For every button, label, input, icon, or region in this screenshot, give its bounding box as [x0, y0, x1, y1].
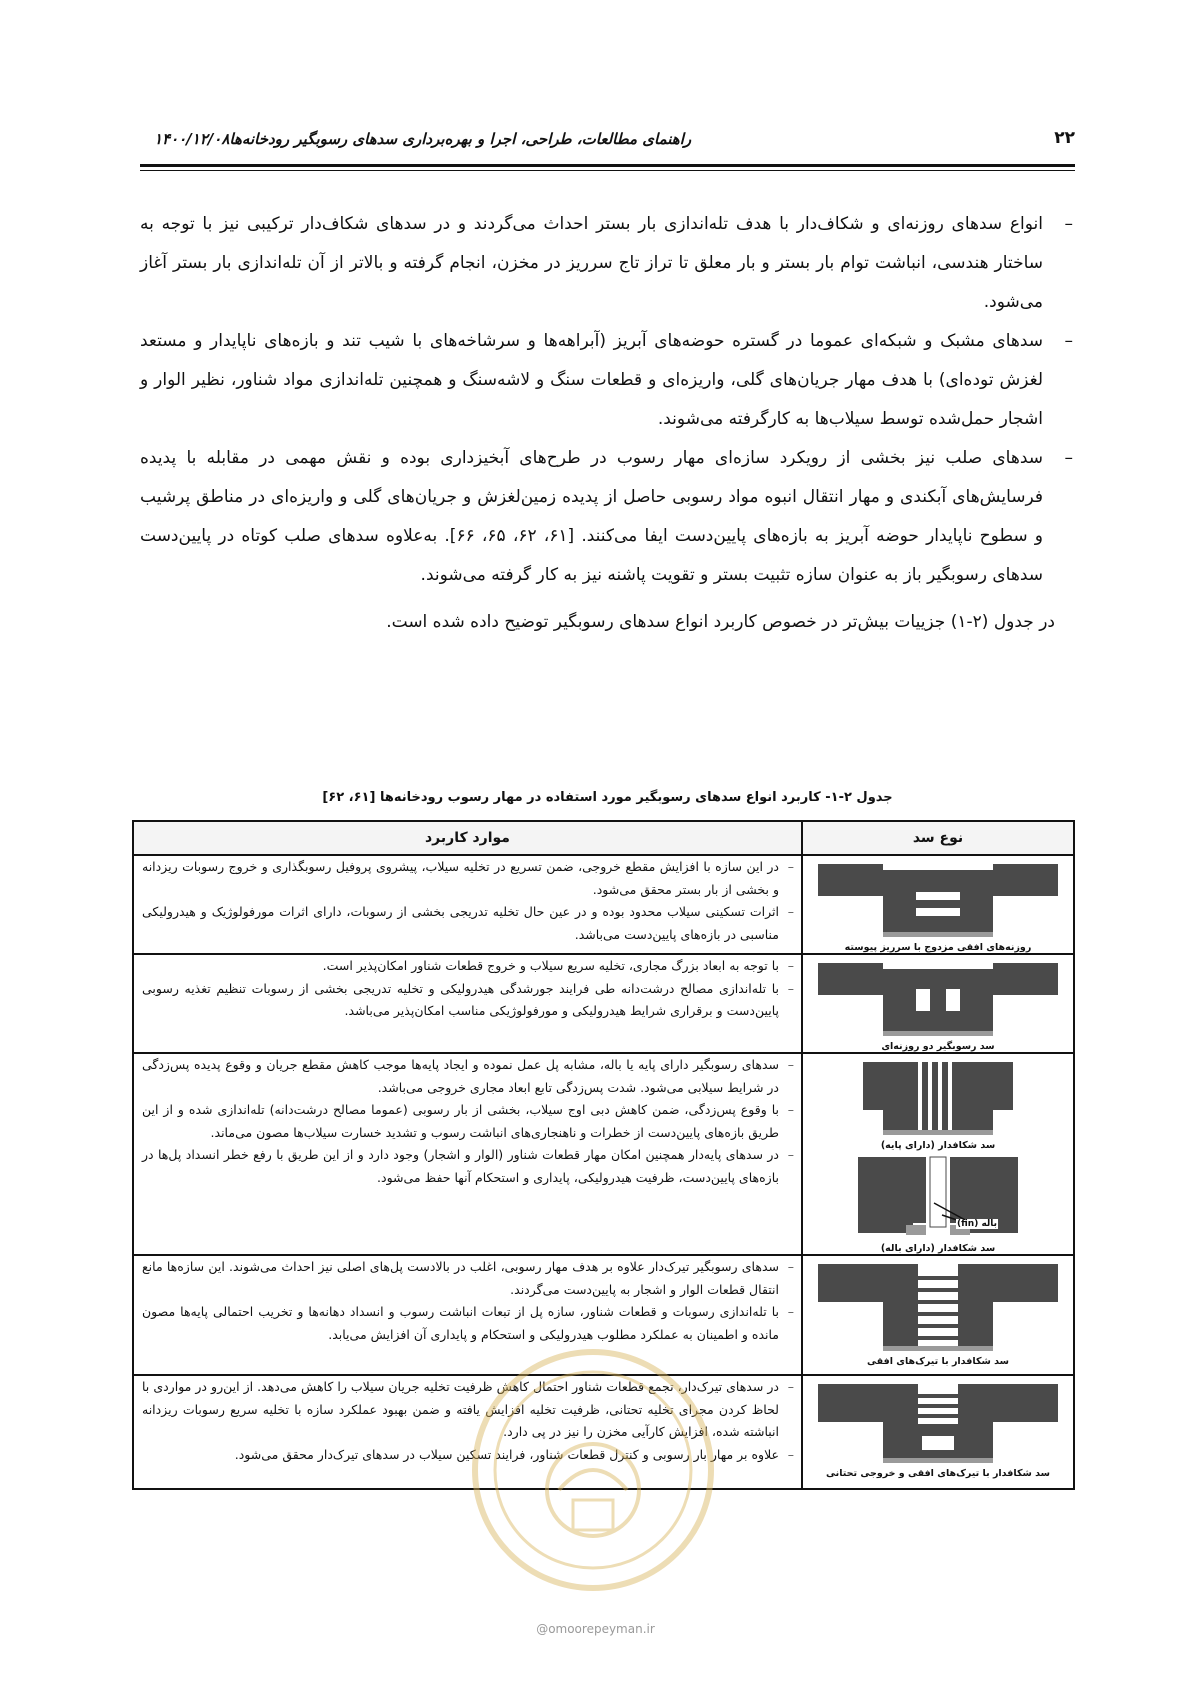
use-item: – در سدهای تیرک‌دار، تجمع قطعات شناور احتمال کاهش ظرفیت تخلیه جریان سیلاب را کاهش می‌دهد. از این‌رو در مواردی با لحاظ کردن مجرای تخلیه تحتانی، ظرفیت تخلیه افزایش یافته و ضمن بهبود عملکرد سازه با تخلیه سریع رسوبات ریزدانه انباشته شده، افزایش کارآیی مخزن را نیز در پی دارد.	[142, 1379, 794, 1439]
slit-dam-beams-bottom-outlet-icon	[818, 1382, 1058, 1466]
use-text: با توجه به ابعاد بزرگ مجاری، تخلیه سریع سیلاب و خروج قطعات شناور امکان‌پذیر است.	[322, 958, 779, 973]
image-caption: سد شکافدار (دارای باله)	[880, 1243, 996, 1254]
bullet-item	[140, 322, 1075, 439]
page-number: ۲۲	[1054, 128, 1075, 148]
use-text: با تله‌اندازی مصالح درشت‌دانه طی فرایند جورشدگی هیدرولیکی و تخلیه تدریجی بخشی از رسوبات تنظیم تغذیه رسوبی پایین‌دست و برقراری شرایط هیدرولیکی و مورفولوژیکی مناسب امکان‌پذیر می‌باشد.	[142, 980, 779, 1018]
use-item: – علاوه بر مهار بار رسوبی و کنترل قطعات شناور، فرایند تسکین سیلاب در سدهای تیرک‌دار محقق می‌شود.	[234, 1446, 794, 1462]
uses-cell	[133, 1053, 802, 1255]
bullet-text: سدهای مشبک و شبکه‌ای عموما در گستره حوضه‌های آبریز (آبراهه‌ها و سرشاخه‌های با شیب تند و بازه‌های ناپایدار و مستعد لغزش توده‌ای) با هدف مهار جریان‌های گلی، واریزه‌ای و قطعات سنگ و لاشه‌سنگ و همچنین تله‌اندازی مواد شناور، نظیر الوار و اشجار حمل‌شده توسط سیلاب‌ها به کارگرفته می‌شوند.	[140, 331, 1043, 429]
use-text: با تله‌اندازی رسوبات و قطعات شناور، سازه پل از تبعات انباشت رسوب و انسداد دهانه‌ها و تخریب احتمالی پایه‌ها مصون مانده و اطمینان به عملکرد مطلوب هیدرولیکی و استحکام و پایداری آن افزایش می‌یابد.	[142, 1304, 779, 1342]
image-caption: سد شکافدار (دارای پایه)	[880, 1140, 996, 1151]
use-item: – با وقوع پس‌زدگی، ضمن کاهش دبی اوج سیلاب، بخشی از بار رسوبی (عموما مصالح درشت‌دانه) تله‌اندازی شده و از این طریق بازه‌های پایین‌دست از خطرات و ناهنجاری‌های انباشت رسوب و تشدید خسارت سیلاب‌ها مصون می‌ماند.	[142, 1102, 794, 1140]
header-rule-thin	[140, 170, 1075, 171]
twin-orifice-dam-icon	[818, 862, 1058, 940]
dam-image-cell	[802, 1255, 1074, 1375]
dam-illustration	[818, 1382, 1058, 1479]
image-caption: سد شکافدار با تیرک‌های افقی و خروجی تحتانی	[826, 1468, 1050, 1479]
page-header	[140, 128, 1075, 158]
header-uses: موارد کاربرد	[133, 821, 802, 855]
bullet-item	[140, 439, 1075, 595]
header-rule-thick	[140, 164, 1075, 167]
use-item: – با تله‌اندازی مصالح درشت‌دانه طی فرایند جورشدگی هیدرولیکی و تخلیه تدریجی بخشی از رسوبات تنظیم تغذیه رسوبی پایین‌دست و برقراری شرایط هیدرولیکی و مورفولوژیکی مناسب امکان‌پذیر می‌باشد.	[142, 980, 794, 1018]
dam-image-cell	[802, 855, 1074, 954]
header-date: ۱۴۰۰/۱۲/۰۸	[154, 130, 230, 148]
use-item: – با توجه به ابعاد بزرگ مجاری، تخلیه سریع سیلاب و خروج قطعات شناور امکان‌پذیر است.	[322, 958, 794, 973]
use-text: سدهای رسوبگیر دارای پایه یا باله، مشابه پل عمل نموده و ایجاد پایه‌ها موجب کاهش مقطع جریان و وقوع پدیده پس‌زدگی در شرایط سیلابی می‌شود. شدت پس‌زدگی تابع ابعاد مجاری خروجی می‌باشد.	[142, 1057, 779, 1095]
use-item: – در سدهای پایه‌دار همچنین امکان مهار قطعات شناور (الوار و اشجار) وجود دارد و از این طریق با رفع خطر انسداد پل‌ها در بازه‌های پایین‌دست، ظرفیت هیدرولیکی، پایداری و استحکام آنها حفظ می‌شود.	[142, 1147, 794, 1185]
use-text: در سدهای تیرک‌دار، تجمع قطعات شناور احتمال کاهش ظرفیت تخلیه جریان سیلاب را کاهش می‌دهد. از این‌رو در مواردی با لحاظ کردن مجرای تخلیه تحتانی، ظرفیت تخلیه افزایش یافته و ضمن بهبود عملکرد سازه با تخلیه سریع رسوبات ریزدانه انباشته شده، افزایش کارآیی مخزن را نیز در پی دارد.	[142, 1379, 779, 1439]
dam-illustration	[818, 1262, 1058, 1367]
footer-watermark-text: @omoorepeyman.ir	[536, 1622, 655, 1636]
dam-illustration	[818, 862, 1058, 953]
dam-image-cell	[802, 954, 1074, 1053]
use-text: اثرات تسکینی سیلاب محدود بوده و در عین حال تخلیه تدریجی بخشی از رسوبات، دارای اثرات مورفولوژیک و هیدرولیکی مناسبی در بازه‌های پایین‌دست می‌باشد.	[142, 904, 779, 942]
dash-icon: –	[1064, 214, 1073, 234]
table-row	[133, 954, 1074, 1053]
slit-dam-fins-icon	[818, 1155, 1058, 1241]
body-text	[140, 205, 1075, 642]
dam-illustration	[818, 1155, 1058, 1254]
use-item: – با تله‌اندازی رسوبات و قطعات شناور، سازه پل از تبعات انباشت رسوب و انسداد دهانه‌ها و تخریب احتمالی پایه‌ها مصون مانده و اطمینان به عملکرد مطلوب هیدرولیکی و استحکام و پایداری آن افزایش می‌یابد.	[142, 1304, 794, 1342]
uses-cell	[133, 954, 802, 1053]
table-row	[133, 855, 1074, 954]
header-title: راهنمای مطالعات، طراحی، اجرا و بهره‌برداری سدهای رسوبگیر رودخانه‌ها	[229, 130, 692, 148]
use-item: – سدهای رسوبگیر تیرک‌دار علاوه بر هدف مهار رسوبی، اغلب در بالادست پل‌های اصلی نیز احداث می‌شوند. این سازه‌ها مانع انتقال قطعات الوار و اشجار به پایین‌دست می‌گردند.	[142, 1259, 794, 1297]
table-caption: جدول ۲-۱- کاربرد انواع سدهای رسوبگیر مورد استفاده در مهار رسوب رودخانه‌ها [۶۱، ۶۲]	[322, 790, 893, 805]
use-item: – سدهای رسوبگیر دارای پایه یا باله، مشابه پل عمل نموده و ایجاد پایه‌ها موجب کاهش مقطع جریان و وقوع پدیده پس‌زدگی در شرایط سیلابی می‌شود. شدت پس‌زدگی تابع ابعاد مجاری خروجی می‌باشد.	[142, 1057, 794, 1095]
bullet-item	[140, 205, 1075, 322]
table-header-row	[133, 821, 1074, 855]
use-item: – اثرات تسکینی سیلاب محدود بوده و در عین حال تخلیه تدریجی بخشی از رسوبات، دارای اثرات مورفولوژیک و هیدرولیکی مناسبی در بازه‌های پایین‌دست می‌باشد.	[142, 904, 794, 942]
two-orifice-dam-icon	[818, 961, 1058, 1039]
dam-image-cell	[802, 1053, 1074, 1255]
slit-dam-horizontal-beams-icon	[818, 1262, 1058, 1354]
slit-dam-piers-icon	[818, 1060, 1058, 1138]
dam-illustration	[818, 961, 1058, 1052]
dam-illustration	[818, 1060, 1058, 1151]
use-text: در این سازه با افزایش مقطع خروجی، ضمن تسریع در تخلیه سیلاب، پیشروی پروفیل رسوبگذاری و خروج رسوبات ریزدانه و بخشی از بار بستر محقق می‌شود.	[142, 859, 779, 897]
image-caption: سد شکافدار با تیرک‌های افقی	[867, 1356, 1009, 1367]
intro-paragraph: در جدول (۲-۱) جزییات بیش‌تر در خصوص کاربرد انواع سدهای رسوبگیر توضیح داده شده است.	[386, 612, 1055, 632]
running-title	[140, 130, 691, 148]
watermark-emblem	[463, 1340, 723, 1600]
uses-cell	[133, 855, 802, 954]
use-text: سدهای رسوبگیر تیرک‌دار علاوه بر هدف مهار رسوبی، اغلب در بالادست پل‌های اصلی نیز احداث می‌شوند. این سازه‌ها مانع انتقال قطعات الوار و اشجار به پایین‌دست می‌گردند.	[142, 1259, 779, 1297]
image-caption: سد رسوبگیر دو روزنه‌ای	[881, 1041, 995, 1052]
use-item: – در این سازه با افزایش مقطع خروجی، ضمن تسریع در تخلیه سیلاب، پیشروی پروفیل رسوبگذاری و خروج رسوبات ریزدانه و بخشی از بار بستر محقق می‌شود.	[142, 859, 794, 897]
use-text: با وقوع پس‌زدگی، ضمن کاهش دبی اوج سیلاب، بخشی از بار رسوبی (عموما مصالح درشت‌دانه) تله‌اندازی شده و از این طریق بازه‌های پایین‌دست از خطرات و ناهنجاری‌های انباشت رسوب و تشدید خسارت سیلاب‌ها مصون می‌ماند.	[142, 1102, 779, 1140]
bullet-text: انواع سدهای روزنه‌ای و شکاف‌دار با هدف تله‌اندازی بار بستر احداث می‌گردند و در سدهای شکاف‌دار ترکیبی نیز با توجه به ساختار هندسی، انباشت توام بار بستر و بار معلق تا تراز تاج سرریز در مخزن، انجام گرفته و بالاتر از آن تله‌اندازی بار بستر آغاز می‌شود.	[140, 214, 1043, 312]
bullet-text: سدهای صلب نیز بخشی از رویکرد سازه‌ای مهار رسوب در طرح‌های آبخیزداری بوده و نقش مهمی در مقابله با پدیده فرسایش‌های آبکندی و مهار انتقال انبوه مواد رسوبی حاصل از پدیده زمین‌لغزش و جریان‌های گلی و واریزه‌ای در مناطق پرشیب و سطوح ناپایدار حوضه آبریز به بازه‌های پایین‌دست ایفا می‌کنند. [۶۱، ۶۲، ۶۵، ۶۶]. به‌علاوه سدهای صلب کوتاه در پایین‌دست سدهای رسوبگیر باز به عنوان سازه تثبیت بستر و تقویت پاشنه نیز به کار گرفته می‌شوند.	[140, 448, 1044, 585]
image-caption: روزنه‌های افقی مزدوج با سرریز پیوسته	[844, 942, 1032, 953]
watermark-seal-icon	[463, 1340, 723, 1600]
use-text: علاوه بر مهار بار رسوبی و کنترل قطعات شناور، فرایند تسکین سیلاب در سدهای تیرک‌دار محقق می‌شود.	[234, 1446, 779, 1462]
dash-icon: –	[1064, 331, 1073, 351]
header-dam-type: نوع سد	[802, 821, 1074, 855]
fin-label: باله (fin)	[957, 1219, 998, 1229]
dam-image-cell	[802, 1375, 1074, 1489]
use-text: در سدهای پایه‌دار همچنین امکان مهار قطعات شناور (الوار و اشجار) وجود دارد و از این طریق با رفع خطر انسداد پل‌ها در بازه‌های پایین‌دست، ظرفیت هیدرولیکی، پایداری و استحکام آنها حفظ می‌شود.	[142, 1147, 779, 1185]
dash-icon: –	[1064, 448, 1073, 468]
table-row	[133, 1053, 1074, 1255]
